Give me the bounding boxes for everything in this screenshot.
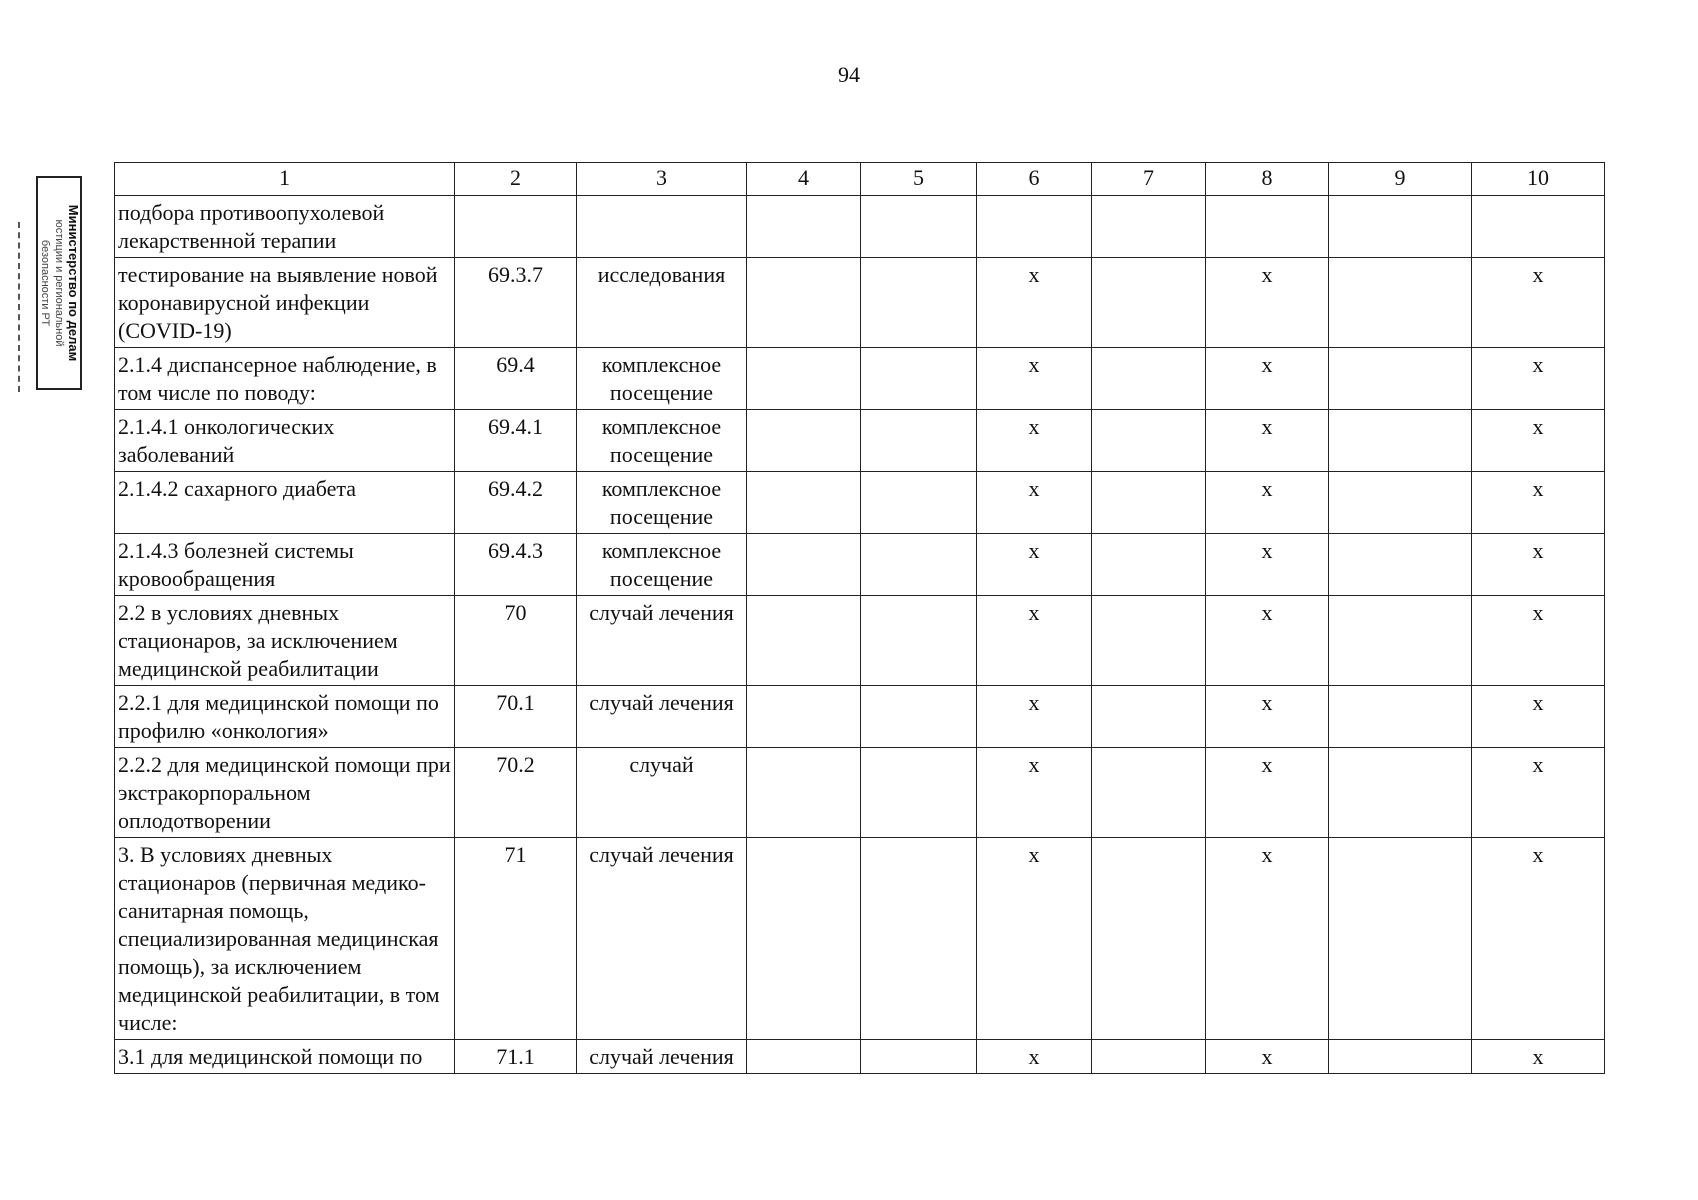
row-label: 3. В условиях дневных стационаров (первичная медико-санитарная помощь, специализированная медицинская помощь), за исключением медицинской реабилитации, в том числе: [115,838,455,1040]
row-code: 70 [455,596,577,686]
table-row [115,410,1605,472]
stamp-edge [18,222,34,392]
cell-col9 [1329,686,1472,748]
cell-col9 [1329,196,1472,258]
header-cell: 5 [861,163,977,196]
table-row [115,748,1605,838]
cell-col4 [747,534,861,596]
row-unit: случай лечения [577,1040,747,1074]
row-label: 2.1.4.2 сахарного диабета [115,472,455,534]
cell-col8: х [1206,1040,1329,1074]
cell-col7 [1092,1040,1206,1074]
row-label: 2.1.4 диспансерное наблюдение, в том числе по поводу: [115,348,455,410]
cell-col9 [1329,348,1472,410]
cell-col5 [861,258,977,348]
cell-col7 [1092,410,1206,472]
cell-col5 [861,196,977,258]
cell-col9 [1329,258,1472,348]
row-label: 3.1 для медицинской помощи по [115,1040,455,1074]
header-cell: 1 [115,163,455,196]
cell-col8: х [1206,410,1329,472]
row-code: 70.1 [455,686,577,748]
row-unit: случай лечения [577,838,747,1040]
row-code: 70.2 [455,748,577,838]
cell-col5 [861,686,977,748]
cell-col9 [1329,410,1472,472]
stamp-line-2: юстиции и региональной [53,219,65,347]
cell-col5 [861,472,977,534]
row-code: 71 [455,838,577,1040]
cell-col6: х [977,534,1092,596]
cell-col5 [861,410,977,472]
cell-col10: х [1472,348,1605,410]
cell-col7 [1092,534,1206,596]
cell-col9 [1329,1040,1472,1074]
cell-col9 [1329,838,1472,1040]
table-row [115,348,1605,410]
cell-col4 [747,596,861,686]
cell-col10: х [1472,748,1605,838]
cell-col6: х [977,838,1092,1040]
cell-col4 [747,472,861,534]
cell-col4 [747,1040,861,1074]
table-row [115,1040,1605,1074]
cell-col10: х [1472,258,1605,348]
row-label: 2.2 в условиях дневных стационаров, за исключением медицинской реабилитации [115,596,455,686]
header-cell: 7 [1092,163,1206,196]
row-code: 69.4.1 [455,410,577,472]
cell-col6: х [977,348,1092,410]
header-cell: 4 [747,163,861,196]
cell-col6: х [977,596,1092,686]
cell-col8: х [1206,838,1329,1040]
cell-col7 [1092,258,1206,348]
stamp-text [38,180,80,386]
header-cell: 8 [1206,163,1329,196]
cell-col4 [747,838,861,1040]
cell-col10: х [1472,472,1605,534]
cell-col9 [1329,472,1472,534]
row-unit: комплексное посещение [577,348,747,410]
cell-col7 [1092,196,1206,258]
table-row [115,838,1605,1040]
cell-col7 [1092,596,1206,686]
cell-col7 [1092,348,1206,410]
cell-col6: х [977,686,1092,748]
cell-col7 [1092,686,1206,748]
cell-col9 [1329,748,1472,838]
row-unit [577,196,747,258]
row-label: подбора противоопухолевой лекарственной терапии [115,196,455,258]
cell-col10: х [1472,1040,1605,1074]
cell-col10: х [1472,838,1605,1040]
row-unit: случай [577,748,747,838]
cell-col4 [747,410,861,472]
page-number: 94 [838,62,860,87]
cell-col7 [1092,472,1206,534]
row-code: 69.3.7 [455,258,577,348]
cell-col10: х [1472,596,1605,686]
cell-col5 [861,348,977,410]
header-cell: 9 [1329,163,1472,196]
stamp-line-1: Министерство по делам [66,204,81,362]
row-label: 2.2.2 для медицинской помощи при экстракорпоральном оплодотворении [115,748,455,838]
cell-col8: х [1206,748,1329,838]
cell-col8: х [1206,258,1329,348]
cell-col7 [1092,748,1206,838]
cell-col4 [747,258,861,348]
header-row [115,163,1605,196]
row-unit: комплексное посещение [577,534,747,596]
cell-col8 [1206,196,1329,258]
cell-col5 [861,748,977,838]
table-row [115,196,1605,258]
row-code: 69.4.3 [455,534,577,596]
cell-col8: х [1206,534,1329,596]
row-label: тестирование на выявление новой коронавирусной инфекции (COVID-19) [115,258,455,348]
row-unit: исследования [577,258,747,348]
row-unit: комплексное посещение [577,472,747,534]
stamp-line-3: безопасности РТ [39,239,51,327]
cell-col5 [861,1040,977,1074]
row-unit: случай лечения [577,686,747,748]
cell-col8: х [1206,472,1329,534]
cell-col4 [747,686,861,748]
data-table [114,162,1605,1074]
cell-col5 [861,534,977,596]
cell-col10: х [1472,534,1605,596]
cell-col6 [977,196,1092,258]
cell-col9 [1329,596,1472,686]
cell-col8: х [1206,348,1329,410]
row-label: 2.1.4.1 онкологических заболеваний [115,410,455,472]
row-label: 2.2.1 для медицинской помощи по профилю «онкология» [115,686,455,748]
table-row [115,472,1605,534]
row-unit: случай лечения [577,596,747,686]
header-cell: 10 [1472,163,1605,196]
header-cell: 6 [977,163,1092,196]
cell-col8: х [1206,686,1329,748]
cell-col7 [1092,838,1206,1040]
header-cell: 2 [455,163,577,196]
cell-col6: х [977,472,1092,534]
table-row [115,258,1605,348]
cell-col5 [861,596,977,686]
cell-col6: х [977,258,1092,348]
table-row [115,596,1605,686]
cell-col6: х [977,410,1092,472]
table-row [115,686,1605,748]
cell-col10 [1472,196,1605,258]
row-code: 69.4.2 [455,472,577,534]
row-label: 2.1.4.3 болезней системы кровообращения [115,534,455,596]
cell-col4 [747,348,861,410]
row-code [455,196,577,258]
row-unit: комплексное посещение [577,410,747,472]
cell-col4 [747,748,861,838]
cell-col5 [861,838,977,1040]
cell-col9 [1329,534,1472,596]
header-cell: 3 [577,163,747,196]
cell-col10: х [1472,410,1605,472]
cell-col8: х [1206,596,1329,686]
cell-col10: х [1472,686,1605,748]
table-row [115,534,1605,596]
row-code: 69.4 [455,348,577,410]
cell-col6: х [977,1040,1092,1074]
cell-col4 [747,196,861,258]
cell-col6: х [977,748,1092,838]
row-code: 71.1 [455,1040,577,1074]
registration-stamp [36,176,82,390]
